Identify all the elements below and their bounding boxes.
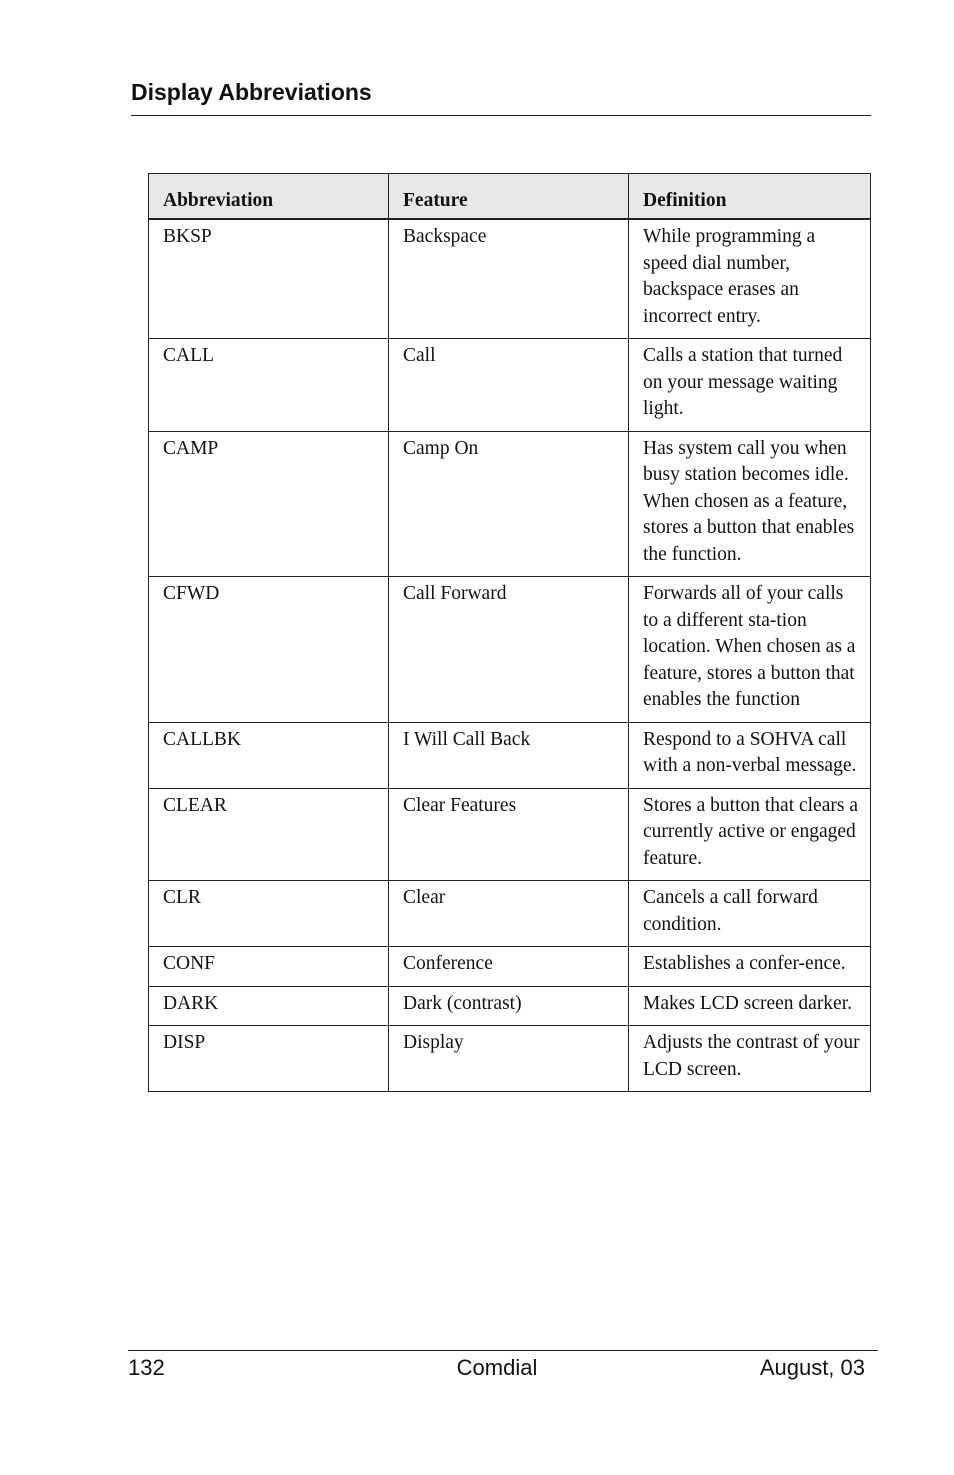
footer-divider: [128, 1350, 878, 1351]
abbreviation-cell: CALL: [149, 339, 389, 432]
table-row: [149, 219, 871, 339]
abbreviation-cell: CONF: [149, 947, 389, 987]
page-header-title: Display Abbreviations: [131, 79, 372, 105]
table-row: [149, 947, 871, 987]
definition-cell: Adjusts the contrast of your LCD screen.: [629, 1026, 871, 1092]
table-row: [149, 722, 871, 788]
abbreviation-cell: CFWD: [149, 577, 389, 723]
definition-cell: Forwards all of your calls to a different sta-tion location. When chosen as a feature, stores a button that enables the function: [629, 577, 871, 723]
abbreviation-cell: CLR: [149, 881, 389, 947]
abbreviation-cell: DARK: [149, 986, 389, 1026]
column-header-abbreviation: Abbreviation: [149, 174, 389, 220]
page-number: 132: [128, 1355, 165, 1380]
feature-cell: Conference: [389, 947, 629, 987]
definition-cell: Makes LCD screen darker.: [629, 986, 871, 1026]
feature-cell: Call: [389, 339, 629, 432]
feature-cell: Dark (contrast): [389, 986, 629, 1026]
footer-date: August, 03: [759, 1355, 865, 1380]
footer-company: Comdial: [456, 1355, 538, 1380]
table-row: [149, 339, 871, 432]
table-row: [149, 431, 871, 577]
table-row: [149, 1026, 871, 1092]
table-row: [149, 577, 871, 723]
table-row: [149, 986, 871, 1026]
feature-cell: Backspace: [389, 219, 629, 339]
feature-cell: I Will Call Back: [389, 722, 629, 788]
abbreviation-cell: CALLBK: [149, 722, 389, 788]
definition-cell: Calls a station that turned on your message waiting light.: [629, 339, 871, 432]
abbreviation-cell: BKSP: [149, 219, 389, 339]
feature-cell: Display: [389, 1026, 629, 1092]
definition-cell: Establishes a confer-ence.: [629, 947, 871, 987]
table-header-row: [149, 174, 871, 220]
definition-cell: While programming a speed dial number, backspace erases an incorrect entry.: [629, 219, 871, 339]
abbreviation-cell: CLEAR: [149, 788, 389, 881]
definition-cell: Respond to a SOHVA call with a non-verbal message.: [629, 722, 871, 788]
table-row: [149, 788, 871, 881]
definition-cell: Has system call you when busy station becomes idle. When chosen as a feature, stores a button that enables the function.: [629, 431, 871, 577]
column-header-definition: Definition: [629, 174, 871, 220]
definition-cell: Stores a button that clears a currently active or engaged feature.: [629, 788, 871, 881]
definition-cell: Cancels a call forward condition.: [629, 881, 871, 947]
column-header-feature: Feature: [389, 174, 629, 220]
header-divider: [131, 115, 871, 116]
abbreviation-cell: DISP: [149, 1026, 389, 1092]
feature-cell: Call Forward: [389, 577, 629, 723]
table-row: [149, 881, 871, 947]
abbreviation-cell: CAMP: [149, 431, 389, 577]
feature-cell: Clear: [389, 881, 629, 947]
abbreviations-table: [148, 173, 871, 1092]
feature-cell: Camp On: [389, 431, 629, 577]
feature-cell: Clear Features: [389, 788, 629, 881]
